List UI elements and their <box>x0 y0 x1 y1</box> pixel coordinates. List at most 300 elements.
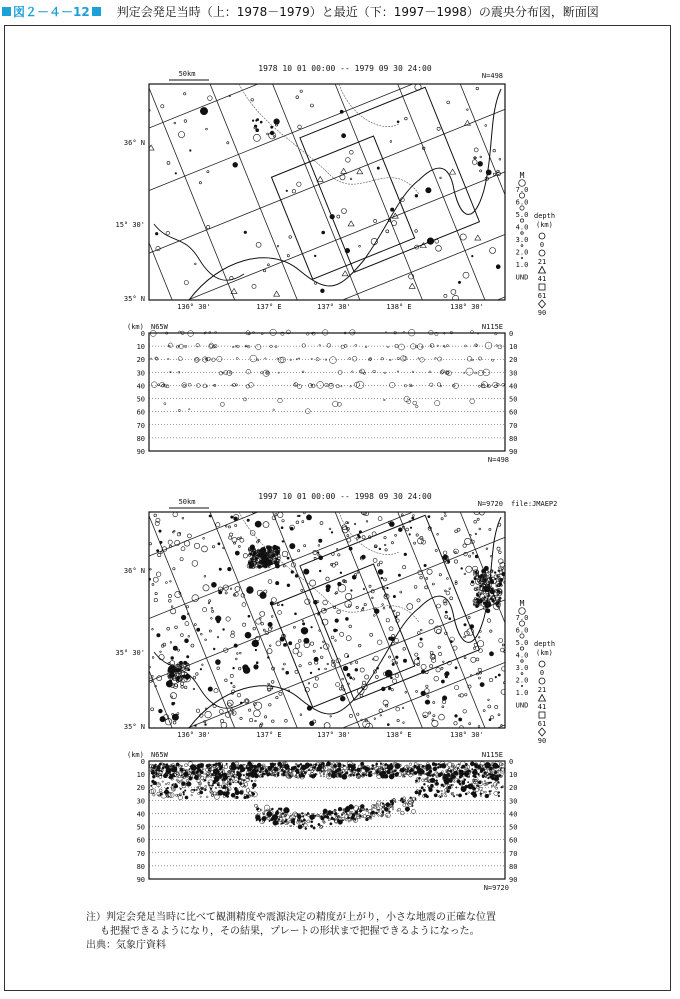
epicenter-mark <box>480 631 482 633</box>
epicenter-mark <box>385 704 388 707</box>
hypocenter-mark <box>441 784 444 787</box>
hypocenter-mark <box>399 344 405 350</box>
epicenter-mark <box>238 545 240 547</box>
epicenter-mark <box>304 569 309 574</box>
epicenter-mark <box>398 528 402 532</box>
epicenter-mark <box>420 576 423 579</box>
hypocenter-mark <box>162 781 163 782</box>
epicenter-mark <box>327 663 329 665</box>
hypocenter-mark <box>341 386 342 387</box>
hypocenter-mark <box>468 792 470 794</box>
epicenter-mark <box>248 615 250 617</box>
hypocenter-mark <box>205 785 207 787</box>
epicenter-mark <box>492 588 494 590</box>
epicenter-mark <box>347 656 349 658</box>
epicenter-mark <box>297 182 301 186</box>
epicenter-mark <box>230 674 233 677</box>
hypocenter-mark <box>498 345 502 349</box>
hypocenter-mark <box>278 372 279 373</box>
hypocenter-mark <box>267 817 270 820</box>
depth-tick-left: 40 <box>136 810 145 819</box>
hypocenter-mark <box>223 796 225 798</box>
hypocenter-mark <box>158 784 160 786</box>
epicenter-mark <box>193 676 196 679</box>
hypocenter-mark <box>313 827 315 829</box>
depth-label: 41 <box>537 275 547 283</box>
epicenter-mark <box>223 547 225 549</box>
epicenter-mark <box>168 599 171 602</box>
epicenter-mark <box>428 516 430 518</box>
hypocenter-mark <box>332 769 334 771</box>
grid-line <box>329 188 629 910</box>
hypocenter-mark <box>189 772 191 774</box>
hypocenter-mark <box>273 409 275 411</box>
depth-tick-right: 40 <box>509 810 518 819</box>
epicenter-mark <box>337 215 340 218</box>
epicenter-mark <box>414 542 416 544</box>
epicenter-mark <box>225 679 228 682</box>
section-right-label: N115E <box>481 751 503 759</box>
hypocenter-mark <box>395 801 396 802</box>
epicenter-mark <box>472 552 474 554</box>
epicenter-mark <box>348 605 350 607</box>
epicenter-mark <box>255 521 261 527</box>
hypocenter-mark <box>389 382 395 388</box>
epicenter-mark <box>267 657 269 659</box>
depth-tick-right: 50 <box>509 823 518 832</box>
depth-tick-right: 90 <box>509 876 518 884</box>
epicenter-mark <box>405 117 408 120</box>
epicenter-mark <box>470 675 472 677</box>
epicenter-mark <box>249 564 253 568</box>
epicenter-mark <box>359 531 361 533</box>
hypocenter-mark <box>392 807 393 808</box>
longitude-label: 137° E <box>256 303 282 311</box>
section-unit-label: (km) <box>127 751 144 759</box>
epicenter-mark <box>391 542 393 544</box>
epicenter-mark <box>256 242 261 247</box>
coastline-west <box>154 224 244 280</box>
epicenter-triangle <box>475 235 481 240</box>
hypocenter-mark <box>233 782 234 783</box>
epicenter-mark <box>486 548 488 550</box>
hypocenter-mark <box>184 345 186 347</box>
epicenter-mark <box>475 157 477 159</box>
hypocenter-mark <box>269 820 270 821</box>
epicenter-mark <box>417 599 420 602</box>
epicenter-mark <box>391 689 393 691</box>
epicenter-mark <box>466 566 472 572</box>
epicenter-mark <box>482 587 484 589</box>
epicenter-mark <box>490 598 492 600</box>
epicenter-mark <box>184 93 186 95</box>
depth-symbol <box>539 661 545 667</box>
depth-tick-left: 10 <box>136 771 145 780</box>
epicenter-mark <box>302 521 304 523</box>
panel-1997-1998 <box>0 144 680 910</box>
hypocenter-mark <box>409 770 411 772</box>
hypocenter-mark <box>243 398 246 401</box>
hypocenter-mark <box>311 774 315 778</box>
hypocenter-mark <box>205 777 207 779</box>
epicenter-mark <box>499 567 501 569</box>
epicenter-mark <box>433 715 435 717</box>
epicenter-mark <box>342 209 347 214</box>
hypocenter-mark <box>291 767 295 771</box>
depth-legend-unit: (km) <box>536 649 553 657</box>
hypocenter-mark <box>401 356 406 361</box>
epicenter-mark <box>393 595 395 597</box>
hypocenter-mark <box>343 808 344 809</box>
hypocenter-mark <box>355 811 356 812</box>
hypocenter-mark <box>277 774 279 776</box>
epicenter-mark <box>267 133 269 135</box>
magnitude-symbol <box>521 232 524 235</box>
epicenter-mark <box>215 616 221 622</box>
epicenter-mark <box>432 583 434 585</box>
hypocenter-mark <box>296 769 299 772</box>
epicenter-mark <box>400 591 402 593</box>
epicenter-mark <box>156 572 161 577</box>
hypocenter-mark <box>390 800 393 803</box>
hypocenter-mark <box>353 774 355 776</box>
epicenter-mark <box>386 230 389 233</box>
hypocenter-mark <box>165 772 167 774</box>
hypocenter-mark <box>402 776 404 778</box>
epicenter-mark <box>345 593 351 599</box>
hypocenter-mark <box>480 793 482 795</box>
epicenter-mark <box>240 717 242 719</box>
epicenter-mark <box>317 552 319 554</box>
hypocenter-mark <box>417 778 419 780</box>
hypocenter-mark <box>317 382 324 389</box>
epicenter-mark <box>447 101 450 104</box>
epicenter-mark <box>343 666 348 671</box>
epicenter-mark <box>263 629 265 631</box>
hypocenter-mark <box>412 805 414 807</box>
epicenter-triangle <box>274 291 280 296</box>
epicenter-mark <box>429 712 431 714</box>
epicenter-mark <box>395 674 399 678</box>
depth-legend-title: depth <box>534 640 556 648</box>
epicenter-mark <box>291 571 294 574</box>
epicenter-mark <box>488 705 491 708</box>
latitude-label: 35° N <box>123 723 145 731</box>
epicenter-mark <box>370 633 373 636</box>
hypocenter-mark <box>384 372 386 374</box>
epicenter-mark <box>171 606 173 608</box>
epicenter-mark <box>363 588 365 590</box>
grid-line <box>0 340 252 910</box>
hypocenter-mark <box>356 381 364 389</box>
epicenter-mark <box>474 577 476 579</box>
epicenter-mark <box>243 554 247 558</box>
epicenter-mark <box>445 515 447 517</box>
epicenter-mark <box>489 528 491 530</box>
figure-number: 図２－４－12 <box>13 4 90 19</box>
hypocenter-mark <box>215 787 217 789</box>
epicenter-mark <box>427 695 429 697</box>
hypocenter-mark <box>441 370 445 374</box>
epicenter-mark <box>212 610 214 612</box>
epicenter-mark <box>331 532 333 534</box>
epicenter-mark <box>213 648 215 650</box>
epicenter-mark <box>435 549 437 551</box>
hypocenter-mark <box>234 788 237 791</box>
epicenter-mark <box>478 637 480 639</box>
hypocenter-mark <box>479 787 482 790</box>
hypocenter-mark <box>372 767 374 769</box>
hypocenter-mark <box>459 771 463 775</box>
hypocenter-mark <box>301 773 304 776</box>
epicenter-mark <box>315 677 318 680</box>
epicenter-mark <box>493 173 495 175</box>
epicenter-mark <box>185 639 189 643</box>
epicenter-mark <box>233 162 238 167</box>
epicenter-mark <box>483 710 485 712</box>
epicenter-mark <box>226 617 230 621</box>
hypocenter-mark <box>235 780 238 783</box>
epicenter-mark <box>396 656 399 659</box>
epicenter-mark <box>308 683 310 685</box>
epicenter-mark <box>173 512 178 517</box>
epicenter-mark <box>283 663 285 665</box>
epicenter-mark <box>347 535 349 537</box>
grid-line <box>0 0 199 675</box>
epicenter-mark <box>340 696 345 701</box>
hypocenter-mark <box>501 786 503 788</box>
epicenter-mark <box>194 624 196 626</box>
hypocenter-mark <box>267 811 272 816</box>
hypocenter-mark <box>456 787 457 788</box>
hypocenter-mark <box>292 775 293 776</box>
epicenter-mark <box>211 607 213 609</box>
depth-symbol <box>539 284 545 290</box>
hypocenter-mark <box>314 768 315 769</box>
epicenter-mark <box>307 706 312 711</box>
epicenter-mark <box>297 515 299 517</box>
epicenter-mark <box>386 619 389 622</box>
epicenter-mark <box>334 629 337 632</box>
epicenter-mark <box>180 558 183 561</box>
epicenter-mark <box>255 649 257 651</box>
epicenter-mark <box>361 719 363 721</box>
epicenter-mark <box>501 569 503 571</box>
section-frame <box>149 333 505 451</box>
hypocenter-mark <box>244 796 247 799</box>
epicenter-mark <box>319 630 321 632</box>
epicenter-mark <box>290 543 295 548</box>
hypocenter-mark <box>196 789 197 790</box>
hypocenter-mark <box>273 820 278 825</box>
epicenter-mark <box>281 527 283 529</box>
epicenter-mark <box>319 570 321 572</box>
epicenter-mark <box>151 708 154 711</box>
epicenter-mark <box>228 526 230 528</box>
hypocenter-mark <box>466 368 473 375</box>
hypocenter-mark <box>290 815 291 816</box>
hypocenter-mark <box>414 771 417 774</box>
epicenter-mark <box>486 170 491 175</box>
epicenter-mark <box>160 716 165 721</box>
magnitude-symbol <box>520 634 524 638</box>
magnitude-label: 4.0 <box>515 651 529 660</box>
epicenter-mark <box>377 640 382 645</box>
hypocenter-mark <box>370 771 372 773</box>
hypocenter-mark <box>158 770 160 772</box>
hypocenter-mark <box>239 764 244 769</box>
hypocenter-mark <box>465 793 467 795</box>
epicenter-mark <box>263 522 269 528</box>
epicenter-mark <box>256 619 261 624</box>
hypocenter-mark <box>280 813 282 815</box>
hypocenter-points <box>149 761 504 829</box>
depth-tick-right: 0 <box>509 758 514 766</box>
epicenter-mark <box>346 158 351 163</box>
epicenter-mark <box>275 514 277 516</box>
epicenter-mark <box>270 602 273 605</box>
epicenter-mark <box>237 653 239 655</box>
hypocenter-mark <box>264 773 266 775</box>
hypocenter-mark <box>454 781 456 783</box>
hypocenter-mark <box>470 762 474 766</box>
hypocenter-mark <box>411 344 416 349</box>
hypocenter-mark <box>222 774 224 776</box>
magnitude-symbol <box>520 647 523 650</box>
grid-line <box>0 0 629 171</box>
hypocenter-mark <box>438 357 442 361</box>
epicenter-mark <box>237 693 241 697</box>
epicenter-mark <box>209 515 211 517</box>
hypocenter-mark <box>248 778 250 780</box>
epicenter-mark <box>359 245 361 247</box>
hypocenter-mark <box>467 357 472 362</box>
hypocenter-mark <box>362 816 364 818</box>
hypocenter-mark <box>307 812 309 814</box>
hypocenter-mark <box>300 819 301 820</box>
epicenter-mark <box>205 724 207 726</box>
epicenter-mark <box>247 519 249 521</box>
magnitude-label: 7.0 <box>515 614 529 622</box>
epicenter-mark <box>365 675 369 679</box>
grid-line <box>7 0 307 632</box>
hypocenter-mark <box>372 814 375 817</box>
hypocenter-mark <box>224 765 228 769</box>
hypocenter-mark <box>336 768 338 770</box>
hypocenter-mark <box>288 768 290 770</box>
depth-tick-left: 90 <box>136 876 145 884</box>
epicenter-triangle <box>348 221 354 226</box>
epicenter-mark <box>305 599 310 604</box>
epicenter-mark <box>385 670 392 677</box>
hypocenter-mark <box>210 776 211 777</box>
epicenter-mark <box>310 672 312 674</box>
epicenter-mark <box>306 515 311 520</box>
epicenter-mark <box>301 589 303 591</box>
epicenter-mark <box>480 156 482 158</box>
depth-tick-left: 20 <box>136 784 145 793</box>
epicenter-mark <box>298 125 302 129</box>
epicenter-mark <box>339 688 342 691</box>
epicenter-mark <box>295 644 300 649</box>
epicenter-mark <box>271 562 273 564</box>
epicenter-mark <box>426 188 431 193</box>
epicenter-mark <box>362 681 365 684</box>
region-box-outer <box>300 87 479 272</box>
epicenter-mark <box>389 687 391 689</box>
epicenter-mark <box>372 597 374 599</box>
hypocenter-mark <box>445 795 447 797</box>
epicenter-mark <box>310 721 315 726</box>
epicenter-mark <box>217 636 219 638</box>
hypocenter-mark <box>474 793 476 795</box>
epicenter-mark <box>204 575 206 577</box>
hypocenter-mark <box>152 774 153 775</box>
epicenter-mark <box>480 170 482 172</box>
epicenter-mark <box>299 665 301 667</box>
epicenter-mark <box>377 167 379 169</box>
longitude-label: 138° E <box>386 303 412 311</box>
hypocenter-mark <box>366 808 368 810</box>
hypocenter-mark <box>371 808 372 809</box>
epicenter-mark <box>389 522 394 527</box>
epicenter-mark <box>235 551 239 555</box>
depth-symbol <box>539 728 546 736</box>
epicenter-mark <box>460 234 466 240</box>
epicenter-mark <box>209 600 211 602</box>
epicenter-mark <box>281 604 283 606</box>
epicenter-mark <box>181 634 184 637</box>
latitude-label: 36° N <box>123 567 145 575</box>
hypocenter-mark <box>248 773 251 776</box>
hypocenter-mark <box>196 358 199 361</box>
hypocenter-mark <box>284 820 286 822</box>
epicenter-mark <box>436 668 440 672</box>
hypocenter-mark <box>311 821 313 823</box>
hypocenter-mark <box>164 403 166 405</box>
epicenter-mark <box>449 588 451 590</box>
epicenter-mark <box>349 150 353 154</box>
hypocenter-mark <box>311 358 312 359</box>
hypocenter-mark <box>187 782 192 787</box>
hypocenter-mark <box>280 823 281 824</box>
epicenter-mark <box>340 110 343 113</box>
epicenter-mark <box>336 683 340 687</box>
epicenter-mark <box>495 705 498 708</box>
epicenter-mark <box>255 564 257 566</box>
hypocenter-mark <box>278 398 283 403</box>
epicenter-mark <box>416 690 418 692</box>
magnitude-legend-title: M <box>519 599 525 608</box>
epicenter-mark <box>175 626 178 629</box>
hypocenter-mark <box>189 409 190 410</box>
epicenter-mark <box>404 553 407 556</box>
magnitude-label: 1.0 <box>515 689 529 697</box>
epicenter-mark <box>319 539 322 542</box>
hypocenter-mark <box>423 789 426 792</box>
epicenter-mark <box>436 245 442 251</box>
epicenter-mark <box>229 95 231 97</box>
epicenter-mark <box>392 679 396 683</box>
file-label: file:JMAEP2 <box>511 500 558 508</box>
epicenter-mark <box>441 518 443 520</box>
epicenter-mark <box>385 549 387 551</box>
epicenter-mark <box>262 553 264 555</box>
epicenter-mark <box>476 87 479 90</box>
hypocenter-mark <box>403 804 406 807</box>
hypocenter-mark <box>400 811 404 815</box>
hypocenter-mark <box>208 782 209 783</box>
